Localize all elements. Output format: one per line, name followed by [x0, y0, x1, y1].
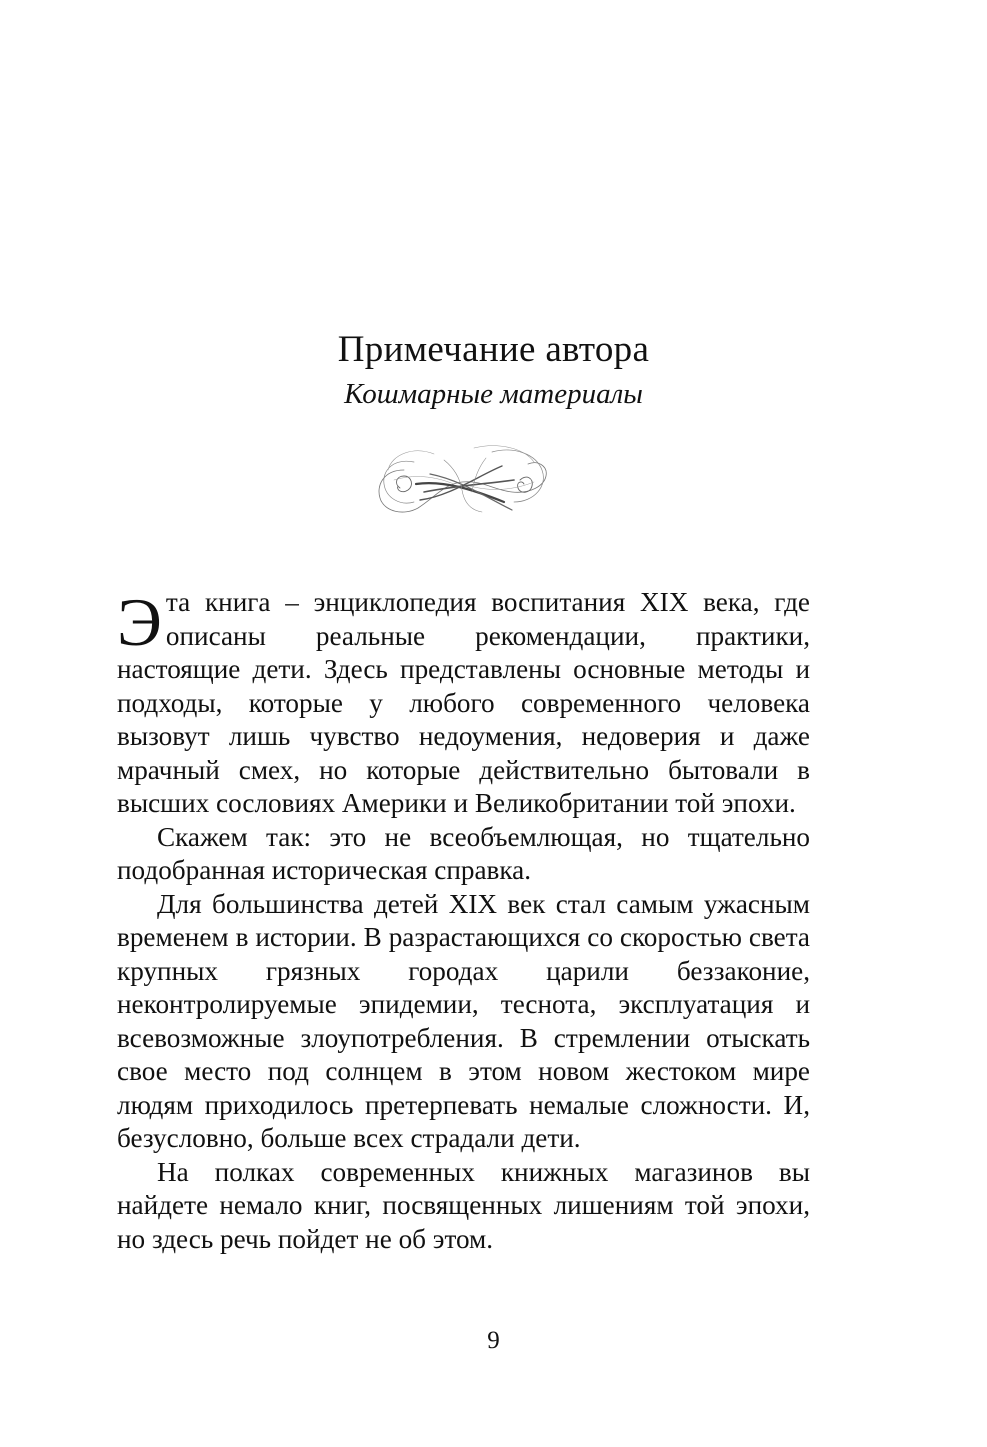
chapter-title: Примечание автора	[337, 329, 650, 370]
page-number: 9	[487, 1327, 500, 1354]
dropcap-letter: Э	[117, 584, 162, 660]
paragraph	[117, 586, 810, 821]
body-text	[117, 583, 810, 1256]
paragraph: На полках современных книжных магазинов вы найдете немало книг, посвященных лишениям той эпохи, но здесь речь пойдет не об этом.	[117, 1156, 810, 1254]
paragraph: Для большинства детей XIX век стал самым ужасным временем в истории. В разрастающихся со скоростью света крупных грязных городах царили беззаконие, неконтролируемые эпидемии, теснота, эксплуатация и всевозможные злоупотребления. В стремлении отыскать свое место под солнцем в этом новом жестоком мире людям приходилось претерпевать немалые сложности. И, безусловно, больше всех страдали дети.	[117, 888, 810, 1153]
paragraph: Скажем так: это не всеобъемлющая, но тщательно подобранная историческая справка.	[117, 821, 810, 885]
flourish-ornament-icon	[374, 440, 552, 520]
paragraph-text: та книга – энциклопедия воспитания XIX века, где описаны реальные рекомендации, практики, настоящие дети. Здесь представлены основные методы и подходы, которые у любого современного человека вызовут лишь чувство недоумения, недоверия и даже мрачный смех, но которые действительно бытовали в высших сословиях Америки и Великобритании той эпохи.	[117, 587, 810, 818]
chapter-subtitle: Кошмарные материалы	[344, 378, 643, 410]
